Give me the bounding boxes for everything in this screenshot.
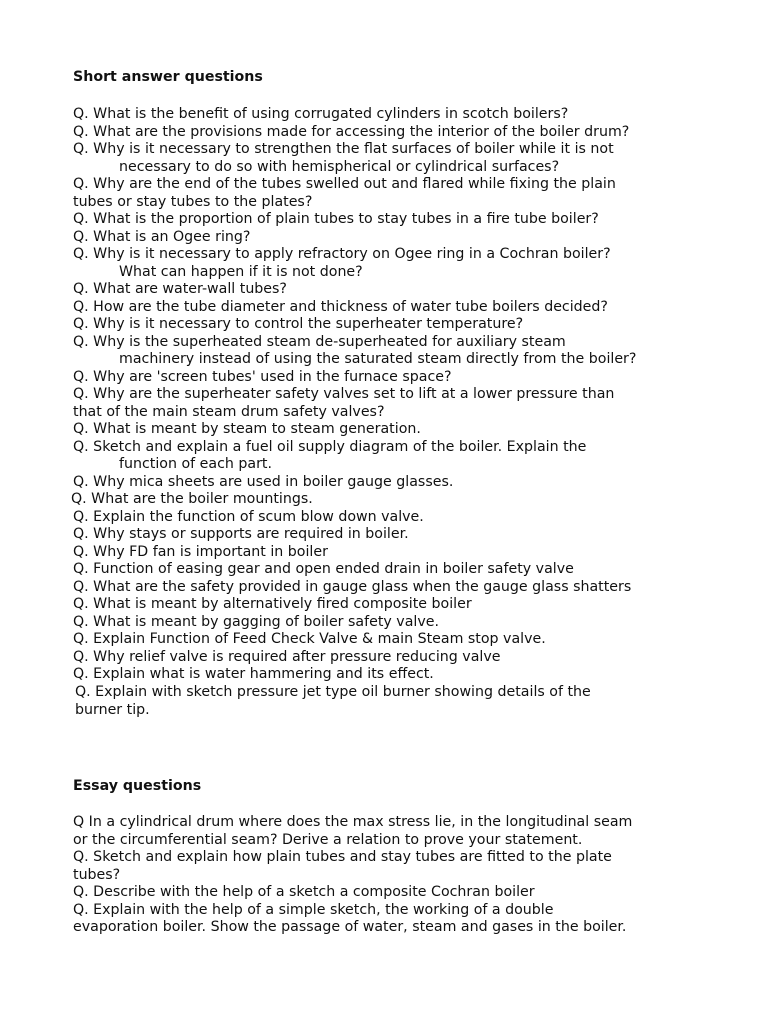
question-line: Q. Why are the superheater safety valves set to lift at a lower pressure than <box>73 386 615 402</box>
question-line: What can happen if it is not done? <box>119 263 363 280</box>
essay-question-line: Q. Describe with the help of a sketch a composite Cochran boiler <box>73 884 535 900</box>
question-line: Q. Sketch and explain a fuel oil supply diagram of the boiler. Explain the <box>73 438 587 455</box>
question-line: Q. Why are the end of the tubes swelled out and flared while fixing the plain <box>73 176 616 192</box>
essay-question-line: evaporation boiler. Show the passage of water, steam and gases in the boiler. <box>73 919 627 935</box>
essay-question-line: Q. Explain with the help of a simple sketch, the working of a double <box>73 901 554 918</box>
question-line: Q. What are water-wall tubes? <box>73 281 287 297</box>
question-line: Q. Explain with sketch pressure jet type oil burner showing details of the <box>75 684 591 700</box>
question-line: Q. Explain the function of scum blow down valve. <box>73 508 424 525</box>
essay-question-line: or the circumferential seam? Derive a relation to prove your statement. <box>73 831 583 848</box>
question-line: Q. Why mica sheets are used in boiler gauge glasses. <box>73 473 454 490</box>
essay-question-line: Q In a cylindrical drum where does the max stress lie, in the longitudinal seam <box>73 814 633 830</box>
essay-question-line: tubes? <box>73 866 121 883</box>
essay-question-line: Q. Sketch and explain how plain tubes and stay tubes are fitted to the plate <box>73 849 612 865</box>
question-line: Q. Why are 'screen tubes' used in the furnace space? <box>73 368 452 385</box>
question-line: Q. Explain Function of Feed Check Valve & main Steam stop valve. <box>73 631 546 647</box>
question-line: Q. How are the tube diameter and thickness of water tube boilers decided? <box>73 298 608 315</box>
question-line: Q. Why is it necessary to control the superheater temperature? <box>73 316 524 332</box>
question-line: Q. What is meant by gagging of boiler safety valve. <box>73 613 439 630</box>
question-line: necessary to do so with hemispherical or cylindrical surfaces? <box>119 158 560 175</box>
question-line: Q. Why relief valve is required after pressure reducing valve <box>73 648 501 665</box>
question-line: Q. What is an Ogee ring? <box>73 228 251 245</box>
question-line: Q. What is meant by steam to steam generation. <box>73 421 421 437</box>
question-line: Q. What are the provisions made for accessing the interior of the boiler drum? <box>73 123 630 140</box>
short-answer-heading: Short answer questions <box>73 69 263 85</box>
question-line: tubes or stay tubes to the plates? <box>73 193 313 210</box>
question-line: function of each part. <box>119 456 272 472</box>
question-line: Q. Why is it necessary to apply refractory on Ogee ring in a Cochran boiler? <box>73 246 611 262</box>
question-line: Q. Why stays or supports are required in boiler. <box>73 526 409 542</box>
question-line: machinery instead of using the saturated steam directly from the boiler? <box>119 351 637 367</box>
question-line: Q. What is the proportion of plain tubes to stay tubes in a fire tube boiler? <box>73 211 599 227</box>
question-line: Q. Why FD fan is important in boiler <box>73 543 328 560</box>
question-line: Q. Explain what is water hammering and its effect. <box>73 666 434 682</box>
question-line: Q. Why is it necessary to strengthen the flat surfaces of boiler while it is not <box>73 141 614 157</box>
question-line: that of the main steam drum safety valves? <box>73 403 385 420</box>
question-line: Q. Why is the superheated steam de-superheated for auxiliary steam <box>73 333 566 350</box>
question-line: Q. What are the boiler mountings. <box>71 491 313 507</box>
question-line: Q. What is the benefit of using corrugated cylinders in scotch boilers? <box>73 106 569 122</box>
question-line: burner tip. <box>75 702 150 718</box>
question-line: Q. What are the safety provided in gauge glass when the gauge glass shatters <box>73 578 632 595</box>
question-line: Q. What is meant by alternatively fired composite boiler <box>73 596 472 612</box>
essay-heading: Essay questions <box>73 778 202 794</box>
question-line: Q. Function of easing gear and open ended drain in boiler safety valve <box>73 561 574 577</box>
